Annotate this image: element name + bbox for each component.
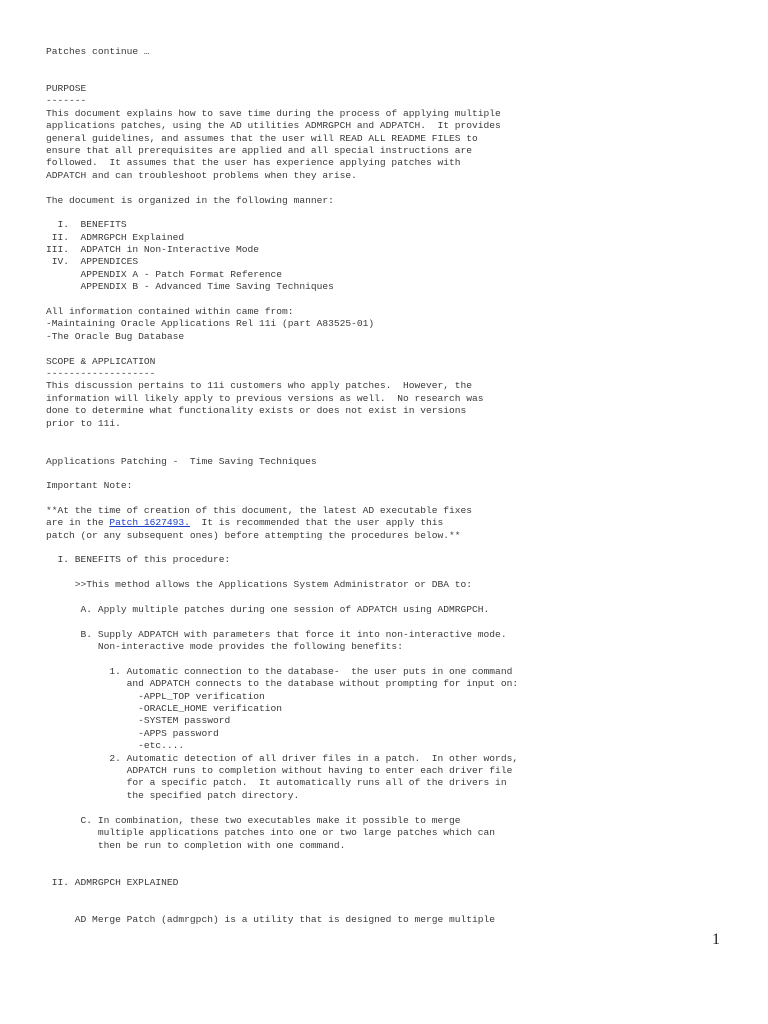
- benefit-item: -SYSTEM password: [46, 715, 231, 726]
- page-number: 1: [712, 931, 720, 948]
- note-text: It is recommended that the user apply this: [189, 517, 444, 528]
- techniques-title: Applications Patching - Time Saving Techniques: [46, 456, 317, 467]
- running-header: Patches continue …: [46, 46, 150, 57]
- note-text: are in the: [46, 517, 110, 528]
- benefit-item: for a specific patch. It automatically runs all of the drivers in: [46, 777, 507, 788]
- scope-line: prior to 11i.: [46, 418, 121, 429]
- purpose-heading: PURPOSE: [46, 83, 87, 94]
- note-line-with-link: [46, 517, 443, 529]
- benefit-item: -ORACLE_HOME verification: [46, 703, 283, 714]
- benefit-item: B. Supply ADPATCH with parameters that force it into non-interactive mode.: [46, 629, 507, 640]
- important-note-label: Important Note:: [46, 480, 133, 491]
- benefit-item: -etc....: [46, 740, 185, 751]
- scope-line: done to determine what functionality exists or does not exist in versions: [46, 405, 467, 416]
- benefit-item: -APPL_TOP verification: [46, 691, 265, 702]
- organization-intro: The document is organized in the following manner:: [46, 195, 334, 206]
- note-line: patch (or any subsequent ones) before attempting the procedures below.**: [46, 530, 461, 541]
- benefit-item: A. Apply multiple patches during one session of ADPATCH using ADMRGPCH.: [46, 604, 490, 615]
- benefits-intro: >>This method allows the Applications System Administrator or DBA to:: [46, 579, 473, 590]
- benefits-heading: I. BENEFITS of this procedure:: [46, 554, 231, 565]
- benefit-item: Non-interactive mode provides the following benefits:: [46, 641, 403, 652]
- purpose-line: followed. It assumes that the user has experience applying patches with: [46, 157, 461, 168]
- sources-line: -Maintaining Oracle Applications Rel 11i (part A83525-01): [46, 318, 375, 329]
- sources-line: All information contained within came from:: [46, 306, 294, 317]
- scope-underline: -------------------: [46, 368, 156, 379]
- benefit-item: C. In combination, these two executables make it possible to merge: [46, 815, 461, 826]
- patch-link[interactable]: Patch 1627493.: [109, 517, 190, 528]
- scope-line: This discussion pertains to 11i customers who apply patches. However, the: [46, 380, 473, 391]
- scope-heading: SCOPE & APPLICATION: [46, 356, 156, 367]
- sources-line: -The Oracle Bug Database: [46, 331, 185, 342]
- scope-line: information will likely apply to previous versions as well. No research was: [46, 393, 484, 404]
- outline-item: III. ADPATCH in Non-Interactive Mode: [46, 244, 260, 255]
- admrgpch-line: AD Merge Patch (admrgpch) is a utility that is designed to merge multiple: [46, 914, 496, 925]
- purpose-line: general guidelines, and assumes that the user will READ ALL README FILES to: [46, 133, 478, 144]
- purpose-line: applications patches, using the AD utilities ADMRGPCH and ADPATCH. It provides: [46, 120, 501, 131]
- benefit-item: 2. Automatic detection of all driver files in a patch. In other words,: [46, 753, 519, 764]
- outline-item: IV. APPENDICES: [46, 256, 139, 267]
- benefit-item: multiple applications patches into one or two large patches which can: [46, 827, 496, 838]
- outline-item: II. ADMRGPCH Explained: [46, 232, 185, 243]
- benefit-item: then be run to completion with one command.: [46, 840, 346, 851]
- purpose-line: ensure that all prerequisites are applied and all special instructions are: [46, 145, 473, 156]
- purpose-line: This document explains how to save time during the process of applying multiple: [46, 108, 501, 119]
- outline-item: APPENDIX B - Advanced Time Saving Techniques: [46, 281, 334, 292]
- benefit-item: the specified patch directory.: [46, 790, 300, 801]
- admrgpch-heading: II. ADMRGPCH EXPLAINED: [46, 877, 179, 888]
- benefit-item: -APPS password: [46, 728, 219, 739]
- outline-item: APPENDIX A - Patch Format Reference: [46, 269, 283, 280]
- benefit-item: 1. Automatic connection to the database- the user puts in one command: [46, 666, 513, 677]
- benefit-item: and ADPATCH connects to the database without prompting for input on:: [46, 678, 519, 689]
- note-line: **At the time of creation of this document, the latest AD executable fixes: [46, 505, 473, 516]
- benefit-item: ADPATCH runs to completion without having to enter each driver file: [46, 765, 513, 776]
- purpose-underline: -------: [46, 95, 87, 106]
- outline-item: I. BENEFITS: [46, 219, 127, 230]
- purpose-line: ADPATCH and can troubleshoot problems when they arise.: [46, 170, 357, 181]
